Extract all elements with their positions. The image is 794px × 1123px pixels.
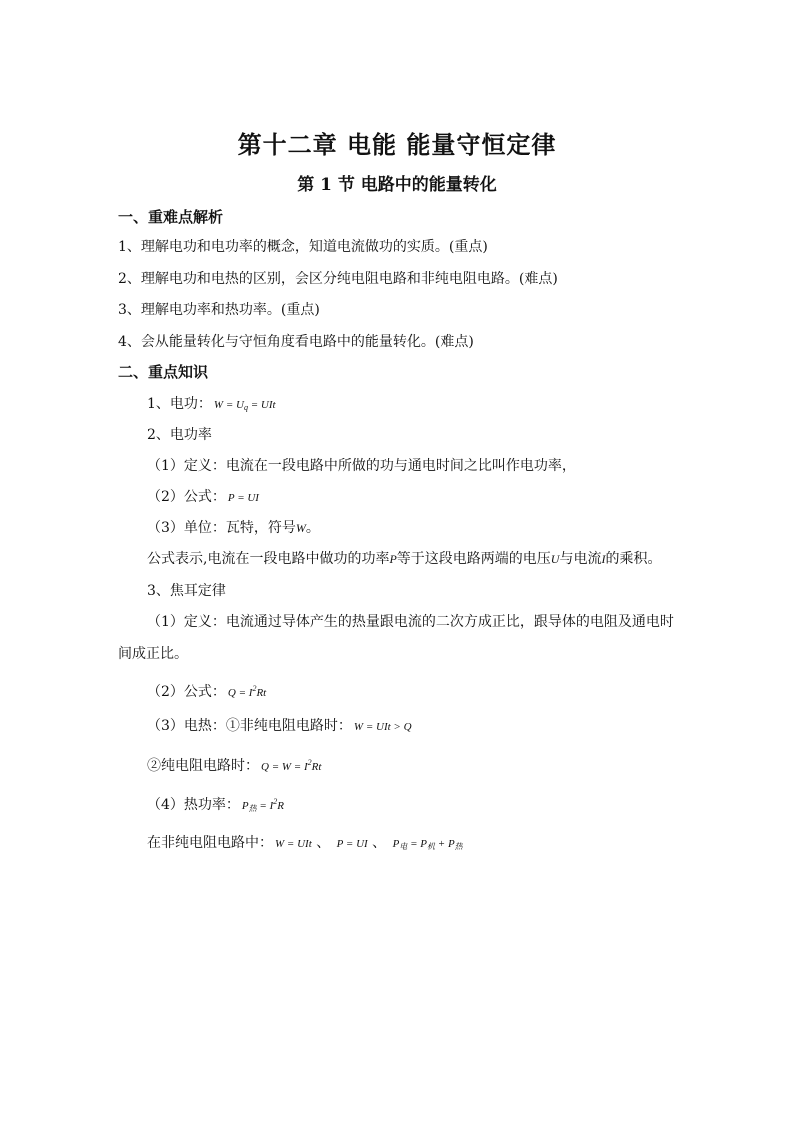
list-item: 1、理解电功和电功率的概念，知道电流做功的实质。(重点) bbox=[118, 239, 488, 255]
section2-heading: 二、重点知识 bbox=[118, 363, 209, 381]
list-item: 2、理解电功和电热的区别，会区分纯电阻电路和非纯电阻电路。(难点) bbox=[118, 271, 558, 287]
heat-pure-line: ②纯电阻电路时： $Q = W = I^2Rt$ bbox=[147, 758, 322, 774]
heat-formula: W = UIt > Q bbox=[353, 721, 412, 733]
power-balance-formula: $P_电 = P_机 + P_热$ bbox=[392, 838, 463, 851]
section1-heading: 一、重难点解析 bbox=[118, 208, 224, 226]
power-explanation: 公式表示,电流在一段电路中做功的功率P等于这段电路两端的电压U与电流I的乘积。 bbox=[147, 551, 662, 567]
joule-heading: 3、焦耳定律 bbox=[147, 583, 226, 599]
chapter-title: 第十二章 电能 能量守恒定律 bbox=[237, 130, 557, 159]
power-formula-line: （2）公式： P = UI bbox=[147, 489, 259, 505]
list-item: 3、理解电功率和热功率。(重点) bbox=[118, 302, 320, 318]
pure-formula: $Q = W = I^2Rt$ bbox=[261, 758, 322, 773]
joule-formula-line: （2）公式： $Q = I^2Rt$ bbox=[147, 684, 267, 700]
heat-power-formula: $P_热 = I^2R$ bbox=[241, 797, 284, 813]
joule-definition-1: （1）定义：电流通过导体产生的热量跟电流的二次方成正比，跟导体的电阻及通电时 bbox=[147, 614, 674, 630]
section-title: 第 1 节 电路中的能量转化 bbox=[297, 175, 497, 195]
power-unit-line: （3）单位：瓦特，符号W。 bbox=[147, 520, 320, 536]
work-label: 1、电功： bbox=[147, 396, 212, 412]
heat-power-line: （4）热功率： $P_热 = I^2R$ bbox=[147, 797, 284, 813]
list-item: 4、会从能量转化与守恒角度看电路中的能量转化。(难点) bbox=[118, 334, 474, 350]
power-definition: （1）定义：电流在一段电路中所做的功与通电时间之比叫作电功率， bbox=[147, 458, 576, 474]
joule-definition-2: 间成正比。 bbox=[118, 646, 188, 662]
work-formula: $W = U_q$ = UIt bbox=[213, 399, 276, 412]
work-line bbox=[147, 395, 276, 417]
joule-formula: $Q = I^2Rt$ bbox=[227, 684, 267, 699]
power-formula: P = UI bbox=[227, 492, 259, 504]
nonpure-circuit-line: 在非纯电阻电路中： W = UIt 、 P = UI 、 $P_电 = P_机 + P_热$ bbox=[147, 835, 463, 851]
power-heading: 2、电功率 bbox=[147, 427, 212, 443]
heat-nonpure-line: （3）电热：①非纯电阻电路时： W = UIt > Q bbox=[147, 718, 412, 734]
